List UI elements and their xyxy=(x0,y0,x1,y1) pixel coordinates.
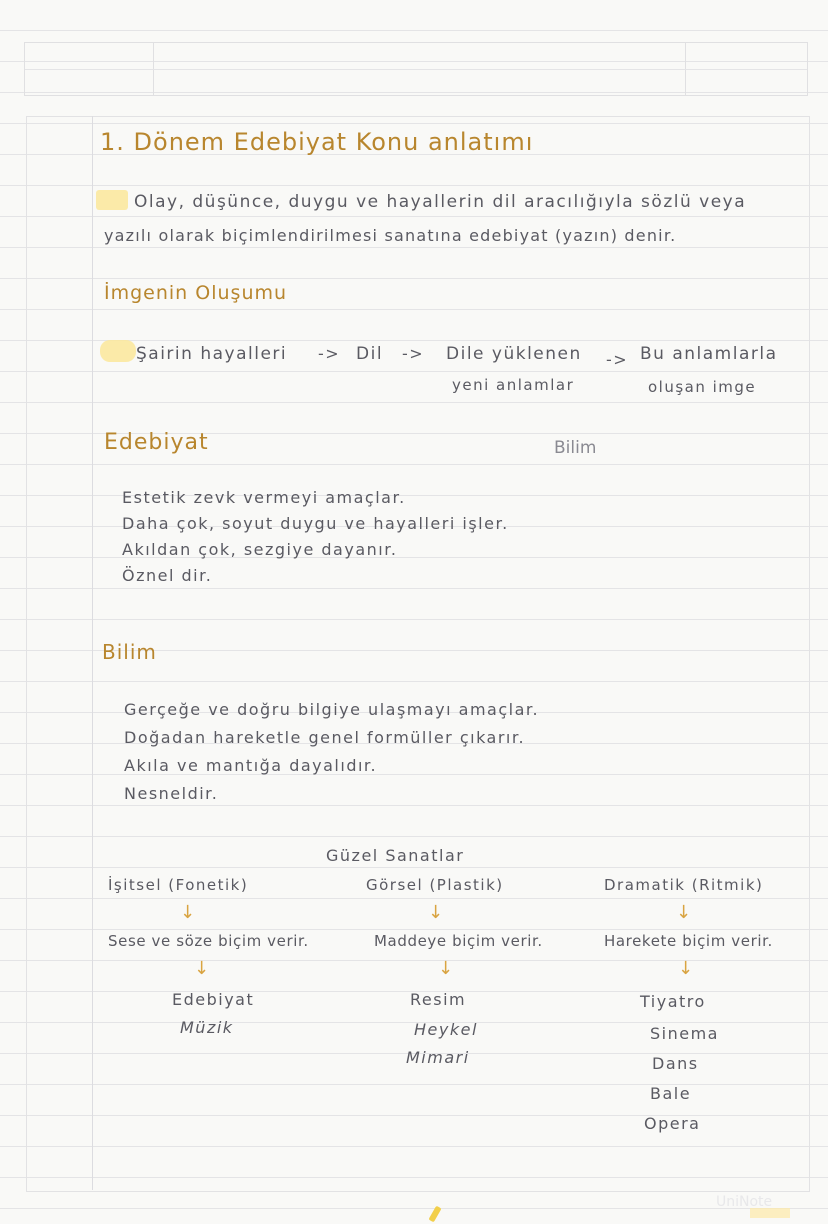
flow-step-3-line-1: Dile yüklenen xyxy=(446,344,582,364)
watermark-logo: UniNote xyxy=(716,1194,773,1210)
category-desc-gorsel: Maddeye biçim verir. xyxy=(374,932,543,950)
category-name-isitsel: İşitsel (Fonetik) xyxy=(108,876,249,894)
example-item: Mimari xyxy=(406,1048,470,1067)
flow-arrow-3: -> xyxy=(606,350,629,369)
bilim-item: Doğadan hareketle genel formüller çıkarır. xyxy=(124,728,526,747)
highlight-marker xyxy=(96,190,128,210)
imge-heading: İmgenin Oluşumu xyxy=(104,282,288,304)
arrow-down-icon: ↓ xyxy=(428,902,444,923)
category-desc-dramatik: Harekete biçim verir. xyxy=(604,932,773,950)
flow-step-2: Dil xyxy=(356,344,384,364)
flow-step-4-line-2: oluşan imge xyxy=(648,378,757,396)
example-item: Heykel xyxy=(414,1020,478,1039)
bilim-item: Gerçeğe ve doğru bilgiye ulaşmayı amaçlar. xyxy=(124,700,540,719)
edebiyat-item: Öznel dir. xyxy=(122,566,213,585)
flow-step-1: Şairin hayalleri xyxy=(136,344,288,364)
example-item: Resim xyxy=(410,990,467,1009)
flow-arrow-2: -> xyxy=(402,344,425,363)
guzel-sanatlar-title: Güzel Sanatlar xyxy=(326,846,465,865)
example-item: Tiyatro xyxy=(640,992,706,1011)
intro-line-1: Olay, düşünce, duygu ve hayallerin dil aracılığıyla sözlü veya xyxy=(134,192,747,212)
flow-arrow-1: -> xyxy=(318,344,341,363)
page-title: 1. Dönem Edebiyat Konu anlatımı xyxy=(100,128,534,156)
header-grid xyxy=(24,42,808,96)
arrow-down-icon: ↓ xyxy=(180,902,196,923)
arrow-down-icon: ↓ xyxy=(678,958,694,979)
arrow-down-icon: ↓ xyxy=(438,958,454,979)
edebiyat-item: Akıldan çok, sezgiye dayanır. xyxy=(122,540,398,559)
arrow-down-icon: ↓ xyxy=(676,902,692,923)
example-item: Edebiyat xyxy=(172,990,255,1009)
comparison-heading-left: Edebiyat xyxy=(104,430,209,455)
bilim-item: Akıla ve mantığa dayalıdır. xyxy=(124,756,378,775)
intro-line-2: yazılı olarak biçimlendirilmesi sanatına edebiyat (yazın) denir. xyxy=(104,226,677,245)
highlight-marker xyxy=(100,340,136,362)
example-item: Bale xyxy=(650,1084,692,1103)
bilim-heading: Bilim xyxy=(102,640,157,664)
edebiyat-item: Daha çok, soyut duygu ve hayalleri işler. xyxy=(122,514,509,533)
example-item: Dans xyxy=(652,1054,699,1073)
comparison-heading-right: Bilim xyxy=(554,438,597,458)
arrow-down-icon: ↓ xyxy=(194,958,210,979)
example-item: Opera xyxy=(644,1114,701,1133)
bilim-item: Nesneldir. xyxy=(124,784,219,803)
edebiyat-item: Estetik zevk vermeyi amaçlar. xyxy=(122,488,406,507)
flow-step-4-line-1: Bu anlamlarla xyxy=(640,344,778,364)
margin-line xyxy=(92,116,93,1190)
category-desc-isitsel: Sese ve söze biçim verir. xyxy=(108,932,309,950)
flow-step-3-line-2: yeni anlamlar xyxy=(452,376,575,394)
category-name-gorsel: Görsel (Plastik) xyxy=(366,876,504,894)
example-item: Müzik xyxy=(180,1018,234,1037)
category-name-dramatik: Dramatik (Ritmik) xyxy=(604,876,764,894)
example-item: Sinema xyxy=(650,1024,719,1043)
